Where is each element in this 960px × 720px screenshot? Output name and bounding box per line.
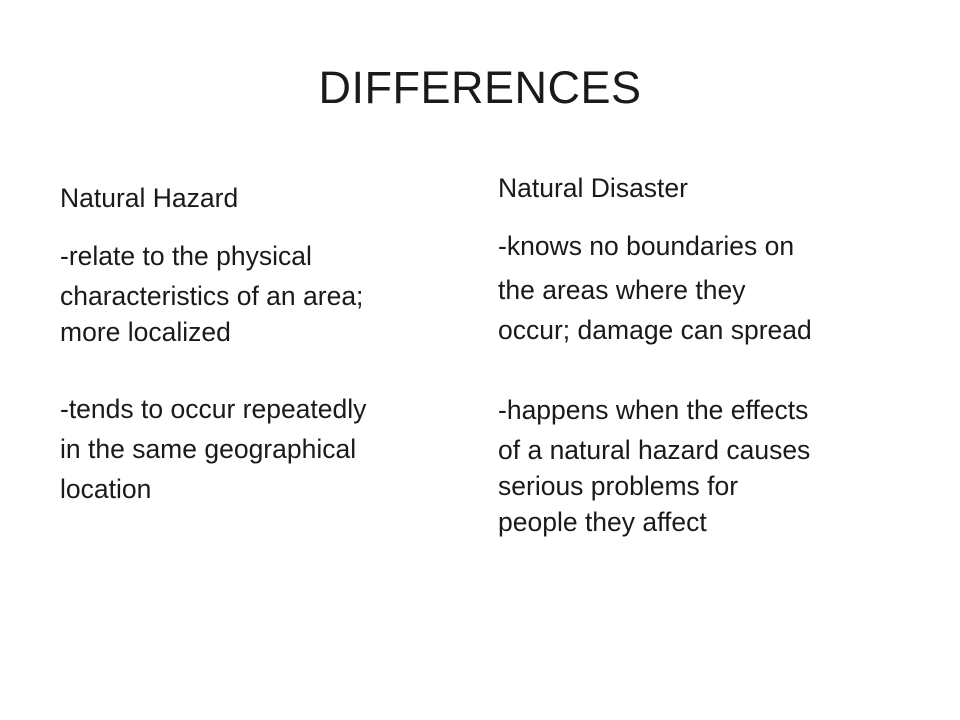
text-line: -knows no boundaries on — [498, 231, 795, 261]
natural-hazard-point-2 — [60, 387, 460, 511]
natural-disaster-column — [498, 166, 918, 540]
natural-hazard-point-1 — [60, 234, 460, 350]
text-line: -relate to the physical — [60, 241, 312, 271]
text-line: people they affect — [498, 507, 707, 537]
spacer — [60, 220, 460, 234]
text-line: in the same geographical — [60, 434, 357, 464]
natural-disaster-point-2 — [498, 388, 918, 540]
text-line: characteristics of an area; — [60, 281, 364, 311]
text-line: serious problems for — [498, 471, 739, 501]
natural-disaster-point-1 — [498, 224, 918, 348]
spacer — [60, 350, 460, 387]
text-line: occur; damage can spread — [498, 315, 812, 345]
text-line: of a natural hazard causes — [498, 435, 811, 465]
text-line: -happens when the effects — [498, 395, 809, 425]
text-line: more localized — [60, 317, 231, 347]
natural-hazard-heading: Natural Hazard — [60, 183, 239, 213]
text-line: location — [60, 474, 152, 504]
text-line: the areas where they — [498, 275, 746, 305]
text-line: -tends to occur repeatedly — [60, 394, 367, 424]
spacer — [498, 210, 918, 224]
natural-disaster-heading: Natural Disaster — [498, 173, 688, 203]
slide-title: DIFFERENCES — [318, 62, 642, 113]
spacer — [498, 348, 918, 388]
natural-hazard-column — [60, 176, 460, 511]
